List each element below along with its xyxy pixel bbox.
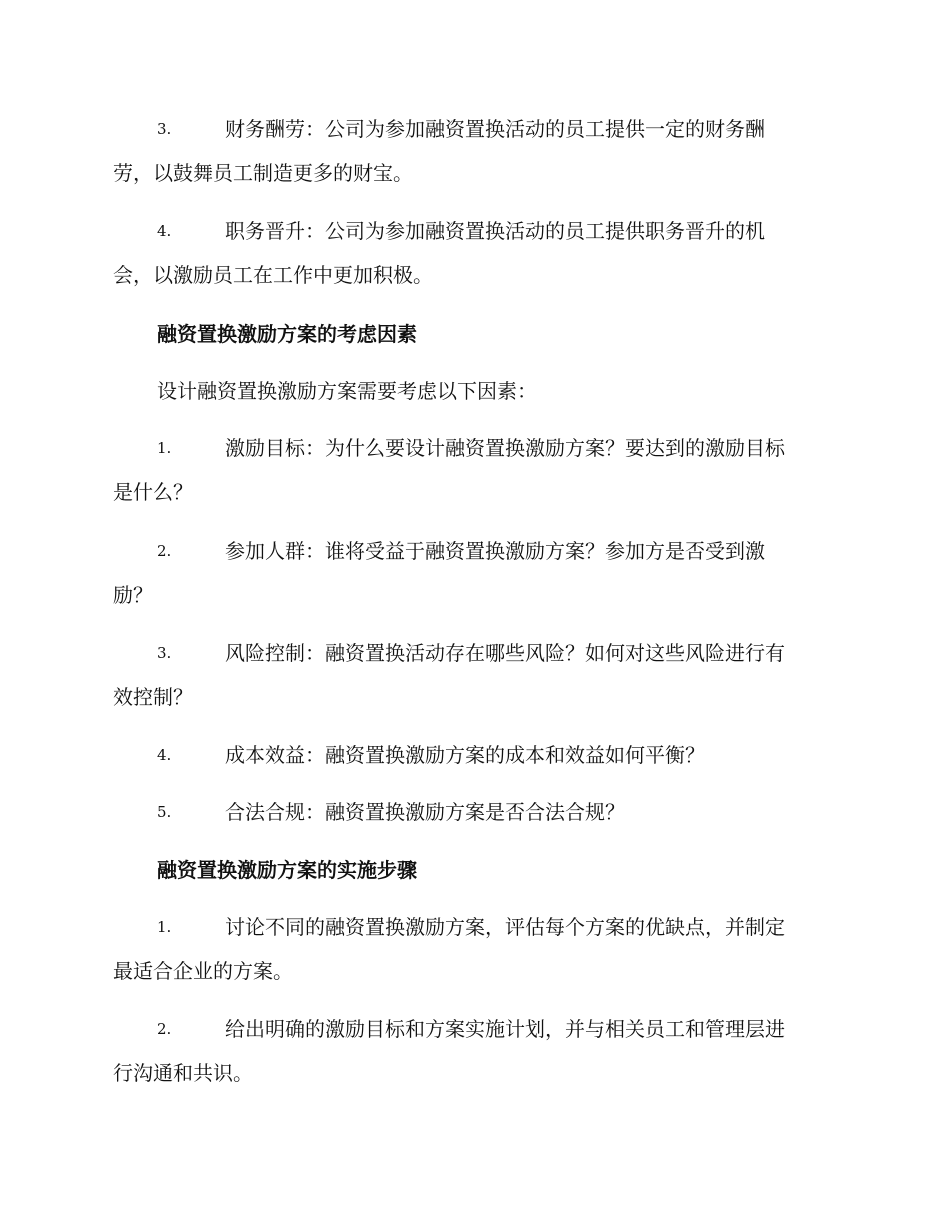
list-text-line: 行沟通和共识。 — [113, 1061, 253, 1085]
list-text-line: 参加人群：谁将受益于融资置换激励方案？参加方是否受到激 — [225, 539, 765, 563]
list-text-line: 励？ — [113, 583, 153, 607]
list-text-line: 财务酬劳：公司为参加融资置换活动的员工提供一定的财务酬 — [225, 117, 765, 141]
list-item-cost-benefit — [113, 733, 835, 777]
list-item-compliance — [113, 790, 835, 834]
list-text-line: 成本效益：融资置换激励方案的成本和效益如何平衡？ — [225, 743, 705, 767]
list-number: 3. — [157, 644, 172, 662]
list-item-financial-reward — [113, 107, 835, 195]
list-text-line: 风险控制：融资置换活动存在哪些风险？如何对这些风险进行有 — [225, 641, 785, 665]
list-text-line: 职务晋升：公司为参加融资置换活动的员工提供职务晋升的机 — [225, 219, 765, 243]
list-number: 3. — [157, 120, 172, 138]
list-item-risk-control — [113, 631, 835, 719]
list-text-line: 讨论不同的融资置换激励方案，评估每个方案的优缺点，并制定 — [225, 915, 785, 939]
list-number: 4. — [157, 746, 172, 764]
list-number: 2. — [157, 542, 172, 560]
section-heading-factors: 融资置换激励方案的考虑因素 — [157, 322, 417, 346]
list-item-promotion — [113, 209, 835, 297]
list-text-line: 给出明确的激励目标和方案实施计划，并与相关员工和管理层进 — [225, 1017, 785, 1041]
list-text-line: 效控制？ — [113, 685, 193, 709]
list-text-line: 激励目标：为什么要设计融资置换激励方案？要达到的激励目标 — [225, 436, 785, 460]
list-number: 1. — [157, 439, 172, 457]
list-item-participants — [113, 529, 835, 617]
list-text-line: 是什么？ — [113, 480, 193, 504]
list-number: 1. — [157, 918, 172, 936]
list-text-line: 最适合企业的方案。 — [113, 959, 293, 983]
list-text-line: 合法合规：融资置换激励方案是否合法合规？ — [225, 800, 625, 824]
list-number: 2. — [157, 1020, 172, 1038]
list-item-incentive-goal — [113, 426, 835, 514]
list-text-line: 会，以激励员工在工作中更加积极。 — [113, 263, 433, 287]
section-intro: 设计融资置换激励方案需要考虑以下因素： — [157, 379, 537, 403]
section-heading-steps: 融资置换激励方案的实施步骤 — [157, 858, 417, 882]
list-number: 5. — [157, 803, 172, 821]
list-text-line: 劳，以鼓舞员工制造更多的财宝。 — [113, 161, 413, 185]
list-number: 4. — [157, 222, 172, 240]
list-item-step-discuss — [113, 905, 835, 993]
list-item-step-plan — [113, 1007, 835, 1095]
